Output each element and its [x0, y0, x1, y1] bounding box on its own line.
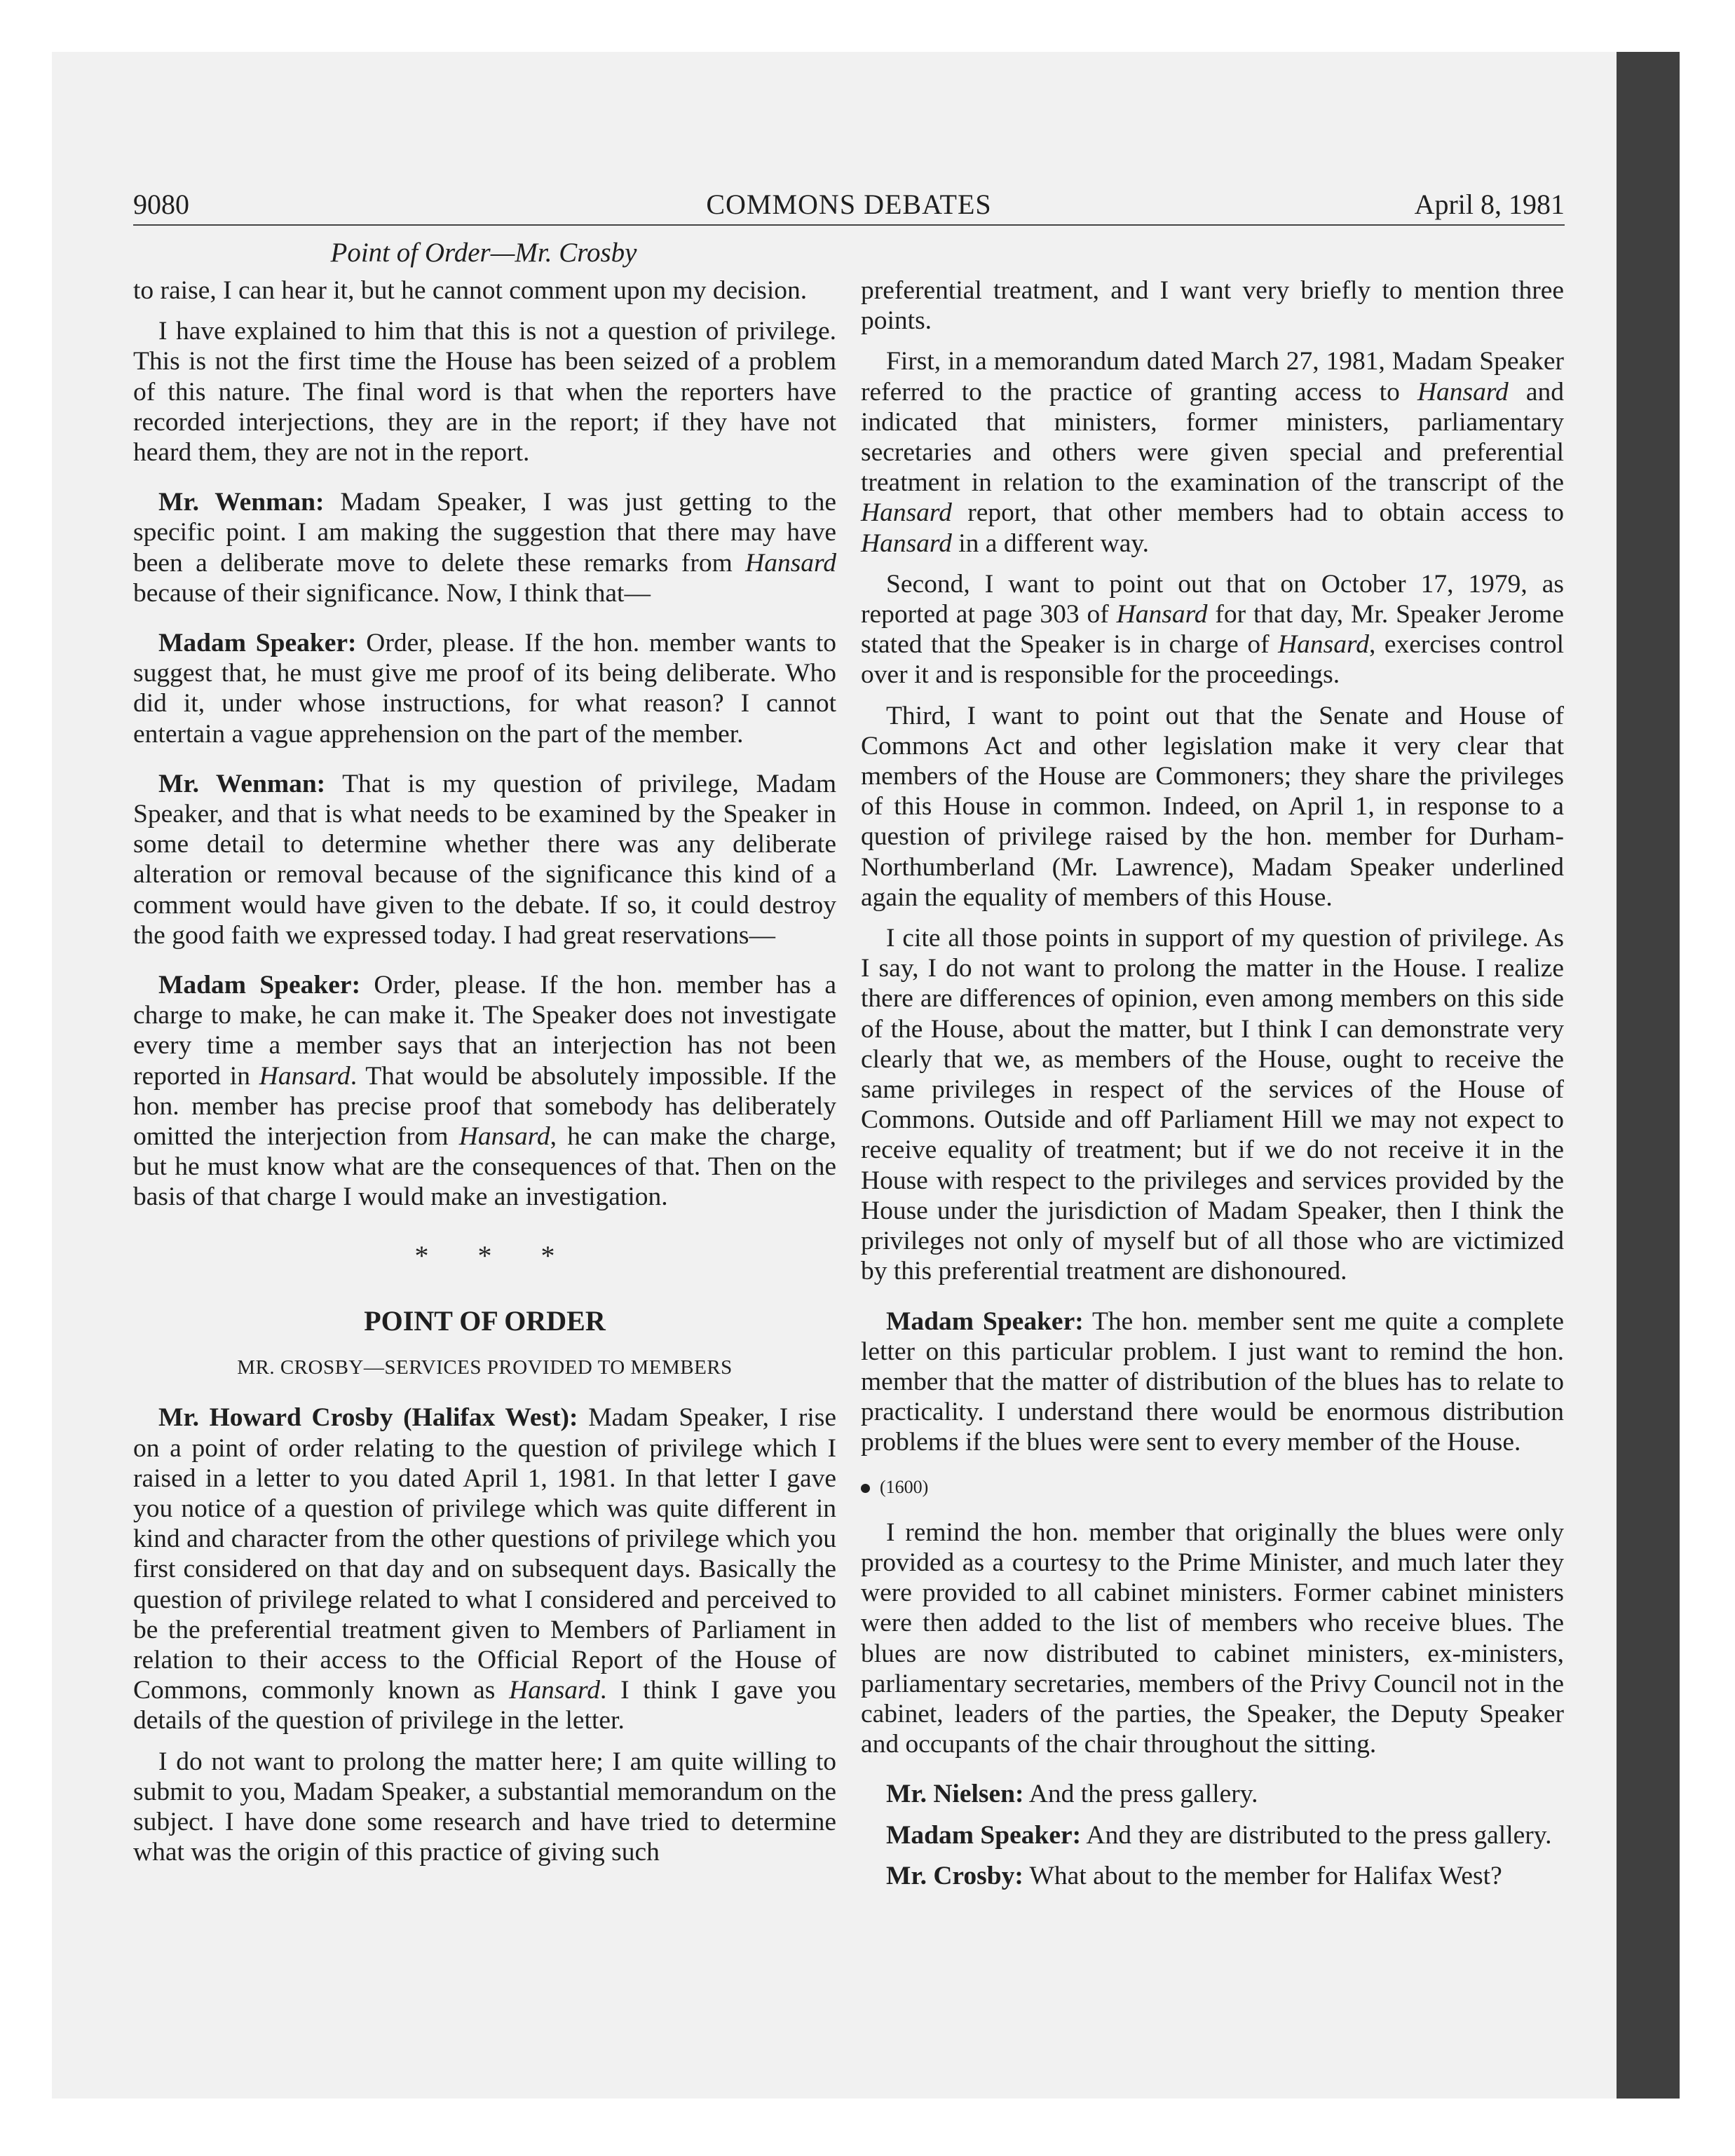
paragraph-text: for that day, Mr. Speaker Jerome stated that the Speaker is in charge of	[861, 600, 1564, 660]
paragraph: I do not want to prolong the matter here; I am quite willing to submit to you, Madam Speaker, a substantial memorandum on the subject. I have done some research and have tried to determine what was the origin of this practice of giving such	[133, 1747, 836, 1867]
section-heading: POINT OF ORDER	[364, 1304, 606, 1337]
paragraph	[861, 346, 1564, 558]
hansard-italic: Hansard	[509, 1676, 600, 1705]
speech-text: Order, please. If the hon. member wants to suggest that, he must give me proof of its being deliberate. Who did it, under whose instructions, for what reason? I cannot entertain a vague apprehension on the part of the member.	[133, 629, 836, 749]
paragraph: I have explained to him that this is not a question of privilege. This is not the first time the House has been seized of a problem of this nature. The final word is that when the reporters have recorded interjections, they are in the report; if they have not heard them, they are not in the report.	[133, 317, 836, 468]
paragraph: Third, I want to point out that the Senate and House of Commons Act and other legislation make it very clear that members of the House are Commoners; they share the privileges of this House in common. Indeed, on April 1, in response to a question of privilege raised by the hon. member for Durham-Northumberland (Mr. Lawrence), Madam Speaker underlined again the equality of members of this House.	[861, 701, 1564, 912]
timestamp-text: (1600)	[880, 1476, 929, 1497]
speech-text: The hon. member sent me quite a complete letter on this particular problem. I just want to remind the hon. member that the matter of distribution of the blues has to relate to practicality. I understand there would be enormous distribution problems if the blues were sent to every member of the House.	[861, 1306, 1564, 1457]
speech-paragraph	[133, 1403, 836, 1735]
speaker-name: Madam Speaker:	[158, 629, 357, 658]
hansard-italic: Hansard	[1116, 600, 1208, 629]
running-head: Point of Order—Mr. Crosby	[330, 238, 637, 268]
paragraph	[861, 569, 1564, 690]
paragraph: I remind the hon. member that originally the blues were only provided as a courtesy to the Prime Minister, and much later they were provided to all cabinet ministers. Former cabinet ministers were then added to the list of members who receive blues. The blues are now distributed to cabinet ministers, ex-ministers, parliamentary secretaries, members of the Privy Council not in the cabinet, leaders of the parties, the Speaker, the Deputy Speaker and occupants of the chair throughout the sitting.	[861, 1517, 1564, 1759]
speech-paragraph	[861, 1820, 1564, 1850]
timestamp-marker	[861, 1472, 1564, 1502]
speech-text: And the press gallery.	[1023, 1780, 1258, 1809]
paragraph-text: , exercises control over it and is responsible for the proceedings.	[861, 630, 1565, 690]
speech-paragraph	[133, 487, 836, 608]
page-number: 9080	[133, 189, 189, 220]
speech-text: , he can make the charge, but he must know what are the consequences of that. Then on the basis of that charge I would make an investigation.	[133, 1122, 836, 1212]
paragraph: preferential treatment, and I want very briefly to mention three points.	[861, 276, 1564, 336]
speech-text: Madam Speaker, I rise on a point of order relating to the question of privilege which I raised in a letter to you dated April 1, 1981. In that letter I gave you notice of a question of privilege which was quite different in kind and character from the other questions of privilege which you first considered on that day and on subsequent days. Basically the question of privilege related to what I considered and perceived to be the preferential treatment given to Members of Parliament in relation to their access to the Official Report of the House of Commons, commonly known as	[133, 1403, 836, 1705]
hansard-italic: Hansard	[861, 528, 952, 558]
speaker-name: Madam Speaker:	[158, 971, 361, 1000]
speaker-name: Mr. Nielsen:	[886, 1780, 1024, 1809]
issue-date: April 8, 1981	[1414, 189, 1565, 220]
section-subheading: MR. CROSBY—SERVICES PROVIDED TO MEMBERS	[237, 1356, 733, 1379]
speech-text: What about to the member for Halifax West?	[1023, 1861, 1502, 1890]
speaker-name: Madam Speaker:	[886, 1306, 1084, 1336]
speech-paragraph	[861, 1306, 1564, 1458]
hansard-italic: Hansard	[1278, 630, 1369, 660]
paragraph-text: Second, I want to point out that on October 17, 1979, as reported at page 303 of	[861, 569, 1564, 629]
hansard-italic: Hansard	[745, 548, 836, 578]
bullet-icon	[861, 1484, 870, 1493]
paragraph: to raise, I can hear it, but he cannot comment upon my decision.	[133, 276, 808, 305]
speech-paragraph	[861, 1861, 1564, 1891]
paragraph-text: First, in a memorandum dated March 27, 1981, Madam Speaker referred to the practice of granting access to	[861, 347, 1564, 407]
speech-text: And they are distributed to the press gallery.	[1081, 1820, 1552, 1850]
speaker-name: Mr. Wenman:	[158, 488, 325, 517]
speech-text: . That would be absolutely impossible. If the hon. member has precise proof that somebody has deliberately omitted the interjection from	[133, 1061, 836, 1152]
speech-text: Order, please. If the hon. member has a charge to make, he can make it. The Speaker does not investigate every time a member says that an interjection has not been reported in	[133, 971, 836, 1091]
speech-text: That is my question of privilege, Madam Speaker, and that is what needs to be examined by the Speaker in some detail to determine whether there was any deliberate alteration or removal because of the significance this kind of a comment would have given to the debate. If so, it could destroy the good faith we expressed today. I had great reservations—	[133, 769, 837, 950]
speech-paragraph	[133, 769, 836, 950]
hansard-italic: Hansard	[458, 1122, 550, 1152]
speech-text: because of their significance. Now, I think that—	[133, 578, 651, 608]
hansard-italic: Hansard	[1417, 377, 1509, 407]
left-column	[133, 275, 836, 1878]
speech-paragraph	[133, 628, 836, 749]
speech-paragraph	[133, 970, 836, 1213]
speech-text: Madam Speaker, I was just getting to the specific point. I am making the suggestion that there may have been a deliberate move to delete these remarks from	[133, 488, 836, 578]
speaker-name: Mr. Howard Crosby (Halifax West):	[158, 1403, 578, 1433]
paragraph: I cite all those points in support of my question of privilege. As I say, I do not want to prolong the matter in the House. I realize there are differences of opinion, even among members on this side of the House, about the matter, but I think I can demonstrate very clearly that we, as members of the House, ought to receive the same privileges in respect of the services of the House of Commons. Outside and off Parliament Hill we may not expect to receive equality of treatment; but if we do not receive it in the House with respect to the privileges and services provided by the House under the jurisdiction of Madam Speaker, then I think the privileges not only of myself but of all those who are victimized by this preferential treatment are dishonoured.	[861, 924, 1564, 1286]
paragraph-text: report, that other members had to obtain access to	[951, 498, 1564, 528]
scan-border	[1617, 52, 1680, 2099]
hansard-italic: Hansard	[861, 498, 952, 528]
right-column	[861, 275, 1564, 1902]
speaker-name: Madam Speaker:	[886, 1820, 1082, 1850]
page-header	[133, 188, 1565, 226]
paragraph-text: and indicated that ministers, former ministers, parliamentary secretaries and others were given special and preferential treatment in relation to the examination of the transcript of the	[861, 377, 1564, 498]
paragraph-text: in a different way.	[951, 528, 1150, 558]
speaker-name: Mr. Crosby:	[886, 1861, 1023, 1890]
section-separator: * * *	[414, 1239, 576, 1271]
speech-paragraph	[861, 1779, 1564, 1809]
publication-title: COMMONS DEBATES	[706, 189, 992, 220]
speaker-name: Mr. Wenman:	[158, 769, 326, 798]
speech-text: . I think I gave you details of the question of privilege in the letter.	[133, 1676, 836, 1735]
hansard-italic: Hansard	[259, 1061, 351, 1091]
